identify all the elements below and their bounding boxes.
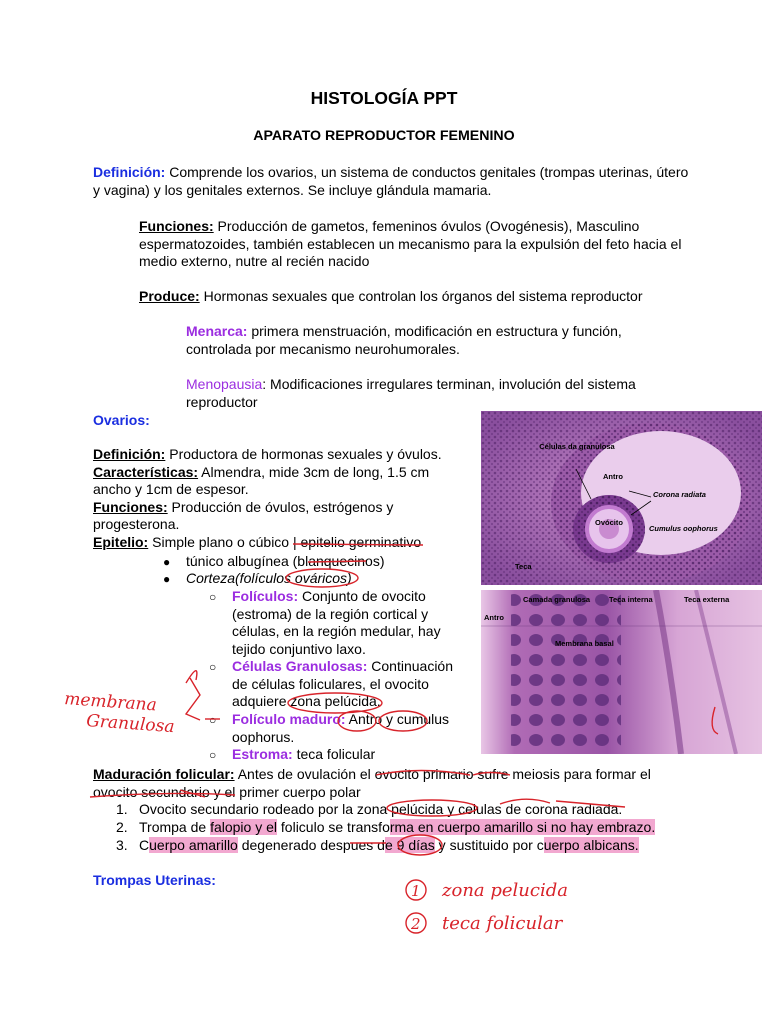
- list-item-2: Trompa de falopio y el foliculo se transforma en cuerpo amarillo si no hay embrazo.: [139, 819, 656, 835]
- estroma-text: teca folicular: [292, 746, 376, 762]
- highlight: uerpo amarillo: [149, 837, 238, 853]
- menopausia-paragraph: [186, 376, 656, 411]
- sub-bullet-circle: ○: [209, 713, 217, 727]
- list-number: 2.: [116, 819, 128, 835]
- granulosas-label: Células Granulosas:: [232, 658, 368, 674]
- label-antro: Antro: [603, 472, 623, 481]
- sub-item-maduro: [232, 711, 462, 746]
- sub-bullet-circle: ○: [209, 660, 217, 674]
- ovaries-epithelium-label: Epitelio:: [93, 533, 149, 550]
- menarca-paragraph: [186, 323, 656, 358]
- sub-bullet-circle: ○: [209, 590, 217, 604]
- list-item-3: Cuerpo amarillo degenerado despues de 9 días y sustituido por cuerpo albicans.: [139, 837, 639, 853]
- list-number: 3.: [116, 837, 128, 853]
- ovaries-definition-text: Productora de hormonas sexuales y óvulos.: [165, 446, 442, 462]
- bullet-corteza: Corteza(folículos ováricos): [186, 570, 352, 586]
- produce-paragraph: [139, 288, 699, 306]
- handwriting-granulosa: Granulosa: [85, 711, 176, 738]
- page-title: HISTOLOGÍA PPT: [310, 88, 458, 108]
- label-membrana: Membrana basal: [555, 639, 614, 648]
- ovaries-functions-label: Funciones:: [93, 498, 168, 515]
- label-teca: Teca: [515, 562, 532, 571]
- menarca-text: primera menstruación, modificación en estructura y función, controlada por mecanismo neurohumorales.: [186, 323, 622, 357]
- ovaries-block: [93, 446, 465, 552]
- fallopian-heading: Trompas Uterinas:: [93, 872, 216, 888]
- sub-item-granulosas: [232, 658, 464, 711]
- produce-text: Hormonas sexuales que controlan los órganos del sistema reproductor: [199, 288, 643, 304]
- definition-paragraph: [93, 164, 693, 199]
- ovaries-functions-text: Producción de óvulos, estrógenos y progesterona.: [93, 498, 394, 533]
- histology-image-granulosa: [481, 590, 762, 754]
- sub-bullet-circle: ○: [209, 748, 217, 762]
- granulosas-text: Continuación de células foliculares, el ovocito adquiere zona pelúcida.: [232, 658, 454, 710]
- bullet-dot: ●: [163, 572, 171, 586]
- handwriting-num-2: 2: [411, 915, 421, 933]
- label-teca-externa: Teca externa: [684, 595, 730, 604]
- ovaries-heading: Ovarios:: [93, 412, 150, 428]
- list-number: 1.: [116, 801, 128, 817]
- label-ovocito: Ovócito: [595, 518, 623, 527]
- handwriting-membrana: membrana: [63, 689, 158, 716]
- handwriting-note-2: teca folicular: [442, 913, 563, 934]
- foliculos-label: Folículos:: [232, 588, 299, 604]
- functions-paragraph: [139, 218, 689, 271]
- maturation-label: Maduración folicular:: [93, 766, 235, 782]
- functions-label: Funciones:: [139, 218, 214, 234]
- label-antro-2: Antro: [484, 613, 504, 622]
- maturation-paragraph: [93, 766, 673, 801]
- handwriting-note-1: zona pelucida: [442, 880, 568, 901]
- label-cumulus: Cumulus oophorus: [649, 524, 718, 533]
- estroma-label: Estroma:: [232, 746, 293, 762]
- maduro-text: Antro y cumulus oophorus.: [232, 711, 450, 745]
- ovaries-characteristics-label: Características:: [93, 463, 199, 480]
- ovaries-epithelium-text: Simple plano o cúbico |: [148, 533, 301, 550]
- list-item-1: Ovocito secundario rodeado por la zona pelúcida y celulas de corona radiada.: [139, 801, 623, 817]
- label-corona: Corona radiata: [653, 490, 706, 499]
- maduro-label: Folículo maduro:: [232, 711, 346, 727]
- ovaries-epithelium-germinal: epitelio germinativo: [300, 533, 422, 550]
- label-camada: Camada granulosa: [523, 595, 591, 604]
- histology-image-follicle: [481, 411, 762, 585]
- ovaries-definition-label: Definición:: [93, 446, 166, 462]
- highlight: rma en cuerpo amarillo si no hay embrazo.: [389, 819, 656, 835]
- bullet-dot: ●: [163, 555, 171, 569]
- label-celulas: Células da granulosa: [539, 442, 615, 451]
- page-subtitle: APARATO REPRODUCTOR FEMENINO: [253, 128, 515, 144]
- menopausia-label: Menopausia: [186, 376, 263, 392]
- highlight: falopio y el: [210, 819, 278, 835]
- foliculos-text: Conjunto de ovocito (estroma) de la región cortical y células, en la región medular, hay tejido conjuntivo laxo.: [232, 588, 441, 657]
- menarca-label: Menarca:: [186, 323, 248, 339]
- label-teca-interna: Teca interna: [609, 595, 653, 604]
- sub-item-estroma: [232, 746, 462, 764]
- definition-text: Comprende los ovarios, un sistema de conductos genitales (trompas uterinas, útero y vagina) y los genitales externos. Se incluye glándula mamaria.: [93, 164, 689, 198]
- definition-label: Definición:: [93, 164, 166, 180]
- highlight: e 9 días: [384, 837, 435, 853]
- menopausia-text: : Modificaciones irregulares terminan, involución del sistema reproductor: [186, 376, 636, 410]
- maturation-text: Antes de ovulación el ovocito primario sufre meiosis para formar el ovocito secundario y el primer cuerpo polar: [93, 766, 651, 800]
- handwriting-num-1: 1: [411, 882, 421, 900]
- produce-label: Produce:: [139, 288, 200, 304]
- highlight: uerpo albicans.: [543, 837, 639, 853]
- bullet-tunica: túnico albugínea (blanquecinos): [186, 553, 385, 569]
- sub-item-foliculos: [232, 588, 462, 658]
- functions-text: Producción de gametos, femeninos óvulos (Ovogénesis), Masculino espermatozoides, también establecen un mecanismo para la expulsión del feto hacia el medio externo, nutre al recién nacido: [139, 218, 682, 270]
- ovaries-characteristics-text: Almendra, mide 3cm de long, 1.5 cm ancho y 1cm de espesor.: [93, 463, 430, 498]
